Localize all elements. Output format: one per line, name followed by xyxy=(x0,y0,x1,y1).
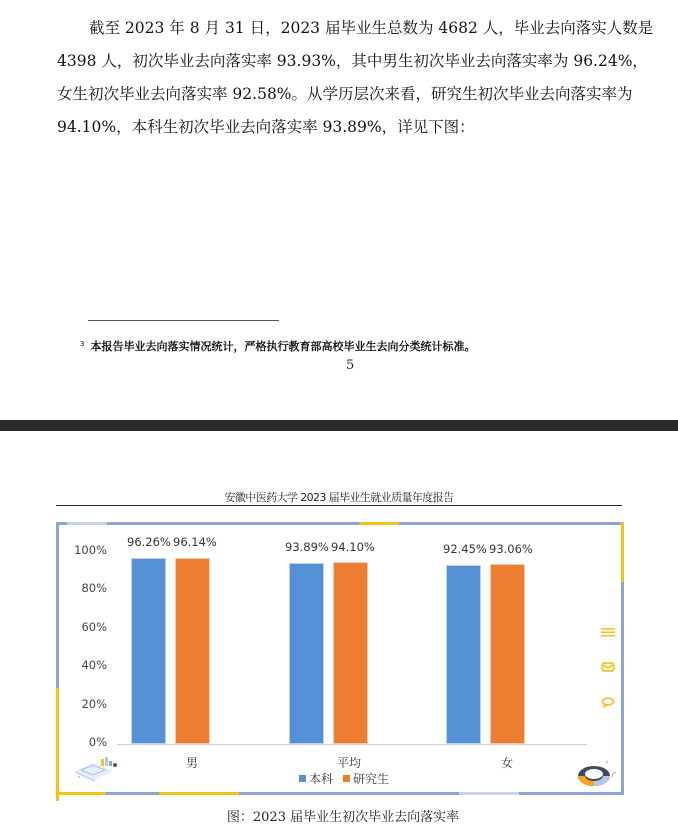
y-tick: 0% xyxy=(88,735,107,749)
data-label: 92.45% xyxy=(443,542,487,556)
x-category-label: 女 xyxy=(501,756,514,770)
page-number: 5 xyxy=(346,358,355,373)
x-category-label: 平均 xyxy=(337,756,362,770)
menu-lines-icon[interactable] xyxy=(600,625,616,639)
y-tick: 20% xyxy=(81,697,107,711)
chart-frame xyxy=(56,522,624,795)
legend-item-benke xyxy=(299,770,333,787)
header-rule xyxy=(56,505,622,506)
data-label: 93.89% xyxy=(285,540,329,554)
x-axis-line xyxy=(117,744,587,745)
data-label: 94.10% xyxy=(331,540,375,554)
isometric-chart-illustration-icon xyxy=(71,753,121,785)
frame-accent xyxy=(459,792,519,795)
frame-accent xyxy=(621,522,624,582)
legend-label: 研究生 xyxy=(353,772,390,786)
footnote-divider xyxy=(88,320,279,321)
bar-yanjiusheng-average xyxy=(333,562,368,744)
footnote-marker: 3 xyxy=(80,340,85,348)
comment-bubble-icon[interactable] xyxy=(600,695,616,709)
data-label: 96.14% xyxy=(173,535,217,549)
footnote xyxy=(80,338,475,354)
figure-caption: 图：2023 届毕业生初次毕业去向落实率 xyxy=(226,810,460,825)
y-tick: 80% xyxy=(81,581,107,595)
legend-item-yanjiusheng xyxy=(343,770,389,787)
side-icon-column xyxy=(600,625,620,730)
data-label: 93.06% xyxy=(489,542,533,556)
bar-benke-female xyxy=(446,565,481,744)
legend-swatch-icon xyxy=(343,775,350,782)
paragraph-line: 4398 人，初次毕业去向落实率 93.93%，其中男生初次毕业去向落实率为 96.24%， xyxy=(57,52,648,70)
y-tick: 60% xyxy=(81,620,107,634)
donut-chart-illustration-icon xyxy=(574,758,618,790)
bar-benke-male xyxy=(131,558,166,744)
frame-accent xyxy=(56,792,106,795)
bar-benke-average xyxy=(289,563,324,744)
legend-label: 本科 xyxy=(309,772,334,786)
bar-chart xyxy=(59,525,621,792)
mail-icon[interactable] xyxy=(600,660,616,674)
bar-yanjiusheng-male xyxy=(175,558,210,744)
bar-yanjiusheng-female xyxy=(490,564,525,744)
x-category-label: 男 xyxy=(186,756,199,770)
paragraph-line: 截至 2023 年 8 月 31 日，2023 届毕业生总数为 4682 人，毕业去向落实人数是 xyxy=(89,19,654,37)
legend-swatch-icon xyxy=(299,775,306,782)
y-tick: 100% xyxy=(74,543,107,557)
page-separator xyxy=(0,420,678,431)
paragraph-line: 女生初次毕业去向落实率 92.58%。从学历层次来看，研究生初次毕业去向落实率为 xyxy=(57,85,633,103)
frame-accent xyxy=(159,792,239,795)
running-header: 安徽中医药大学 2023 届毕业生就业质量年度报告 xyxy=(224,491,454,504)
chart-legend xyxy=(299,770,389,787)
data-label: 96.26% xyxy=(127,535,171,549)
y-tick: 40% xyxy=(81,658,107,672)
paragraph-line: 94.10%，本科生初次毕业去向落实率 93.89%，详见下图： xyxy=(57,118,475,136)
body-paragraph xyxy=(57,12,654,144)
footnote-text: 本报告毕业去向落实情况统计，严格执行教育部高校毕业生去向分类统计标准。 xyxy=(90,340,476,353)
